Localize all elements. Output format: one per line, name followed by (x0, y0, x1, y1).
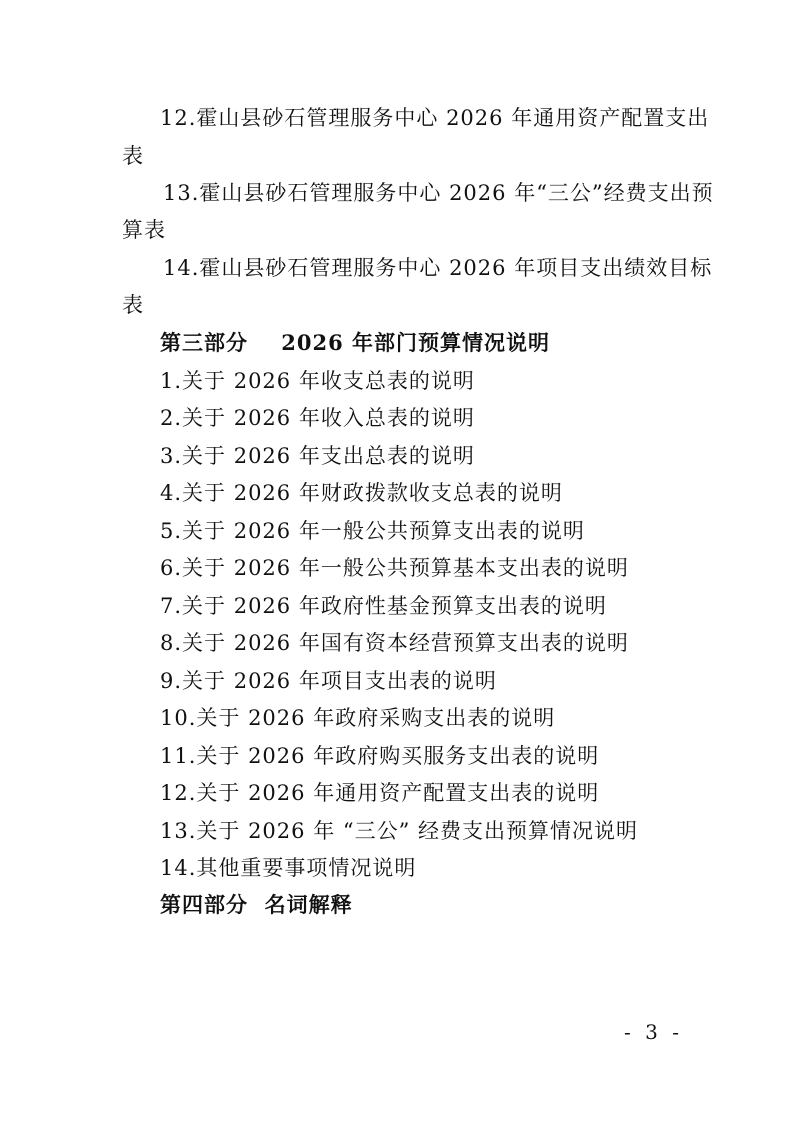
part3-item-8: 8.关于 2026 年国有资本经营预算支出表的说明 (160, 631, 629, 655)
toc-item-14-line2: 表 (122, 293, 144, 317)
part3-item-2: 2.关于 2026 年收入总表的说明 (160, 406, 475, 430)
part3-item-5: 5.关于 2026 年一般公共预算支出表的说明 (160, 519, 585, 543)
page-number: - 3 - (624, 1020, 683, 1044)
toc-item-13-line2: 算表 (122, 218, 166, 242)
part3-item-3: 3.关于 2026 年支出总表的说明 (160, 444, 475, 468)
part3-item-13: 13.关于 2026 年 “三公” 经费支出预算情况说明 (160, 819, 639, 843)
toc-item-13-line1: 13.霍山县砂石管理服务中心 2026 年“三公”经费支出预 (163, 181, 714, 205)
part3-item-4: 4.关于 2026 年财政拨款收支总表的说明 (160, 481, 563, 505)
part3-item-10: 10.关于 2026 年政府采购支出表的说明 (160, 706, 556, 730)
part3-item-7: 7.关于 2026 年政府性基金预算支出表的说明 (160, 594, 607, 618)
toc-item-12-line1: 12.霍山县砂石管理服务中心 2026 年通用资产配置支出 (160, 106, 710, 130)
part3-item-6: 6.关于 2026 年一般公共预算基本支出表的说明 (160, 556, 629, 580)
part4-heading: 第四部分 名词解释 (160, 892, 353, 917)
toc-item-12-line2: 表 (122, 144, 144, 168)
part3-item-12: 12.关于 2026 年通用资产配置支出表的说明 (160, 781, 600, 805)
toc-item-14-line1: 14.霍山县砂石管理服务中心 2026 年项目支出绩效目标 (163, 256, 713, 280)
part3-item-1: 1.关于 2026 年收支总表的说明 (160, 369, 475, 393)
part3-item-9: 9.关于 2026 年项目支出表的说明 (160, 669, 497, 693)
part3-heading: 第三部分 2026 年部门预算情况说明 (160, 330, 551, 355)
part3-item-11: 11.关于 2026 年政府购买服务支出表的说明 (160, 744, 600, 768)
part3-item-14: 14.其他重要事项情况说明 (160, 856, 417, 880)
